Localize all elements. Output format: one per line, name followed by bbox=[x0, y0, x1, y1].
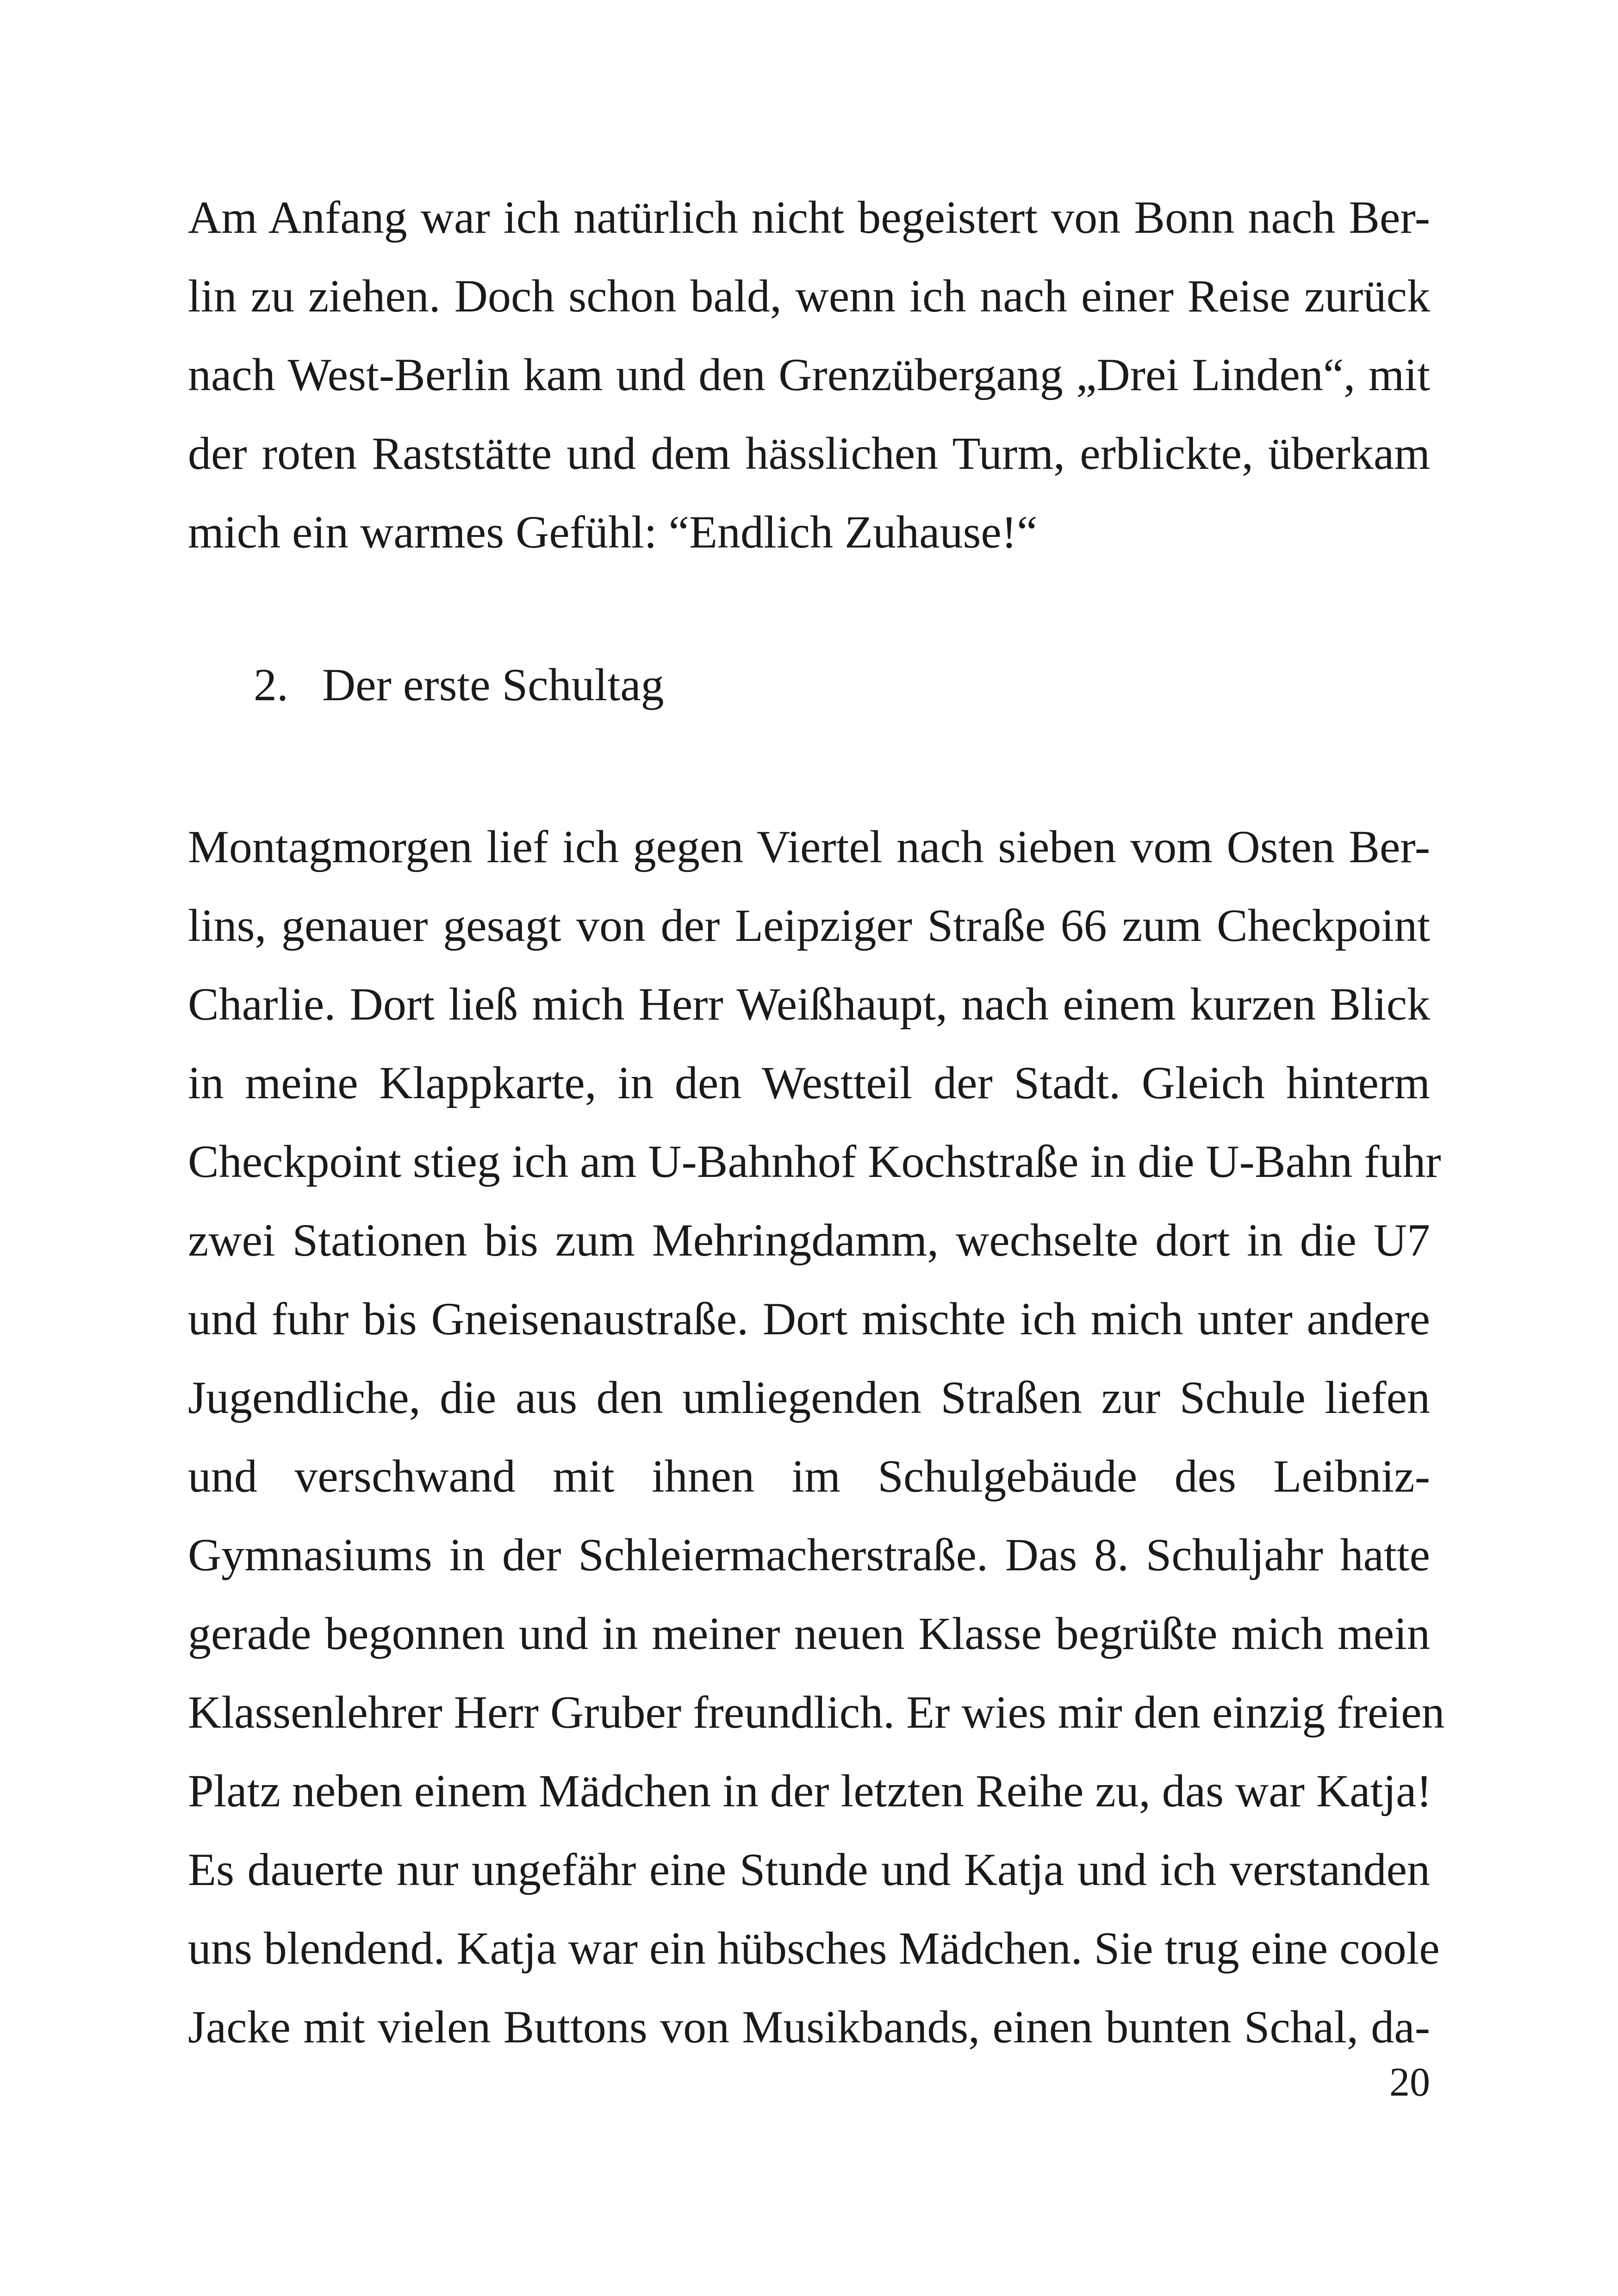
text-line: uns blendend. Katja war ein hübsches Mädchen. Sie trug eine coole bbox=[188, 1923, 1440, 1974]
text-line: Checkpoint stieg ich am U-Bahnhof Kochstraße in die U-Bahn fuhr bbox=[188, 1136, 1441, 1187]
page-number: 20 bbox=[1389, 2060, 1430, 2105]
text-line: mich ein warmes Gefühl: “Endlich Zuhause!“ bbox=[188, 506, 1038, 558]
text-line: in meine Klappkarte, in den Westteil der Stadt. Gleich hinterm bbox=[188, 1057, 1430, 1108]
text-line: der roten Raststätte und dem hässlichen Turm, erblickte, überkam bbox=[188, 428, 1430, 479]
text-line: Jacke mit vielen Buttons von Musikbands, einen bunten Schal, da- bbox=[188, 2001, 1430, 2053]
section-heading bbox=[254, 657, 664, 713]
text-line: gerade begonnen und in meiner neuen Klasse begrüßte mich mein bbox=[188, 1608, 1430, 1659]
text-line: Klassenlehrer Herr Gruber freundlich. Er wies mir den einzig freien bbox=[188, 1686, 1445, 1738]
text-line: nach West-Berlin kam und den Grenzübergang „Drei Linden“, mit bbox=[188, 349, 1430, 400]
text-line: und fuhr bis Gneisenaustraße. Dort mischte ich mich unter andere bbox=[188, 1293, 1430, 1344]
text-line: Es dauerte nur ungefähr eine Stunde und Katja und ich verstanden bbox=[188, 1844, 1430, 1895]
text-line: Jugendliche, die aus den umliegenden Straßen zur Schule liefen bbox=[188, 1372, 1430, 1423]
text-line: Charlie. Dort ließ mich Herr Weißhaupt, nach einem kurzen Blick bbox=[188, 978, 1430, 1030]
text-line: Gymnasiums in der Schleiermacherstraße. Das 8. Schuljahr hatte bbox=[188, 1529, 1430, 1580]
text-line: lin zu ziehen. Doch schon bald, wenn ich nach einer Reise zurück bbox=[188, 270, 1430, 322]
text-line: lins, genauer gesagt von der Leipziger Straße 66 zum Checkpoint bbox=[188, 900, 1430, 951]
section-number: 2. bbox=[254, 659, 288, 710]
text-line: Montagmorgen lief ich gegen Viertel nach sieben vom Osten Ber- bbox=[188, 821, 1430, 872]
section-title: Der erste Schultag bbox=[322, 659, 664, 710]
text-line: Am Anfang war ich natürlich nicht begeistert von Bonn nach Ber- bbox=[188, 192, 1430, 243]
text-line: zwei Stationen bis zum Mehringdamm, wechselte dort in die U7 bbox=[188, 1214, 1430, 1266]
text-line: Platz neben einem Mädchen in der letzten Reihe zu, das war Katja! bbox=[188, 1765, 1432, 1817]
text-line: und verschwand mit ihnen im Schulgebäude des Leibniz- bbox=[188, 1450, 1430, 1502]
